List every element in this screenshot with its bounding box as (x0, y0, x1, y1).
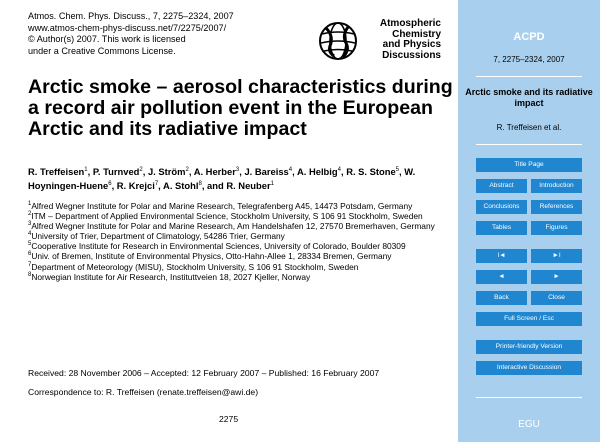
divider (476, 397, 582, 398)
references-button[interactable]: References (531, 200, 582, 214)
affiliation-list (28, 201, 448, 282)
logo-line: and Physics (382, 39, 441, 51)
affiliation: $^4$University of Trier, Department of Climatology, 54286 Trier, Germany (28, 231, 285, 242)
full-screen-button[interactable]: Full Screen / Esc (476, 312, 582, 326)
affiliation: $^6$Univ. of Bremen, Institute of Environmental Physics, Otto-Hahn-Allee 1, 28334 Bremen, Germany (28, 251, 392, 262)
author: J. Bareiss$^4$ (244, 166, 293, 177)
license-line: under a Creative Commons License. (28, 45, 176, 56)
author: W. Hoyningen-Huene$^6$ (28, 166, 416, 191)
logo-line: Chemistry (392, 28, 441, 40)
author: A. Helbig$^4$ (296, 166, 341, 177)
author-list: R. Treffeisen$^1$, P. Turnved$^2$, J. Ström$^2$, A. Herber$^3$, J. Bareiss$^4$, A. Helbig$^4$, R. S. Stone$^5$, W. Hoyningen-Huene$^6$, R. Krejci$^7$, A. Stohl$^8$, and R. Neuber$^1$ (28, 166, 416, 191)
affiliation: $^2$ITM – Department of Applied Environmental Science, Stockholm University, S 106 91 Stockholm, Sweden (28, 211, 423, 222)
journal-logo (318, 19, 440, 67)
author: R. S. Stone$^5$ (346, 166, 400, 177)
affiliation: $^7$Department of Meteorology (MISU), Stockholm University, S 106 91 Stockholm, Sweden (28, 261, 359, 272)
url-line[interactable]: www.atmos-chem-phys-discuss.net/7/2275/2007/ (28, 22, 227, 33)
license-line: © Author(s) 2007. This work is licensed (28, 34, 186, 45)
previous-page-button[interactable]: ◄ (476, 270, 527, 284)
divider (476, 76, 582, 77)
close-button[interactable]: Close (531, 291, 582, 305)
affiliation: $^3$Alfred Wegner Institute for Polar and Marine Research, Am Handelshafen 12, 27570 Bremerhaven, Germany (28, 221, 435, 232)
back-button[interactable]: Back (476, 291, 527, 305)
authors-conjunction: and (207, 179, 224, 191)
author: R. Krejci$^7$ (116, 179, 159, 191)
sidebar-author: R. Treffeisen et al. (496, 123, 562, 132)
affiliation: $^1$Alfred Wegner Institute for Polar and Marine Research, Telegrafenberg A45, 14473 Potsdam, Germany (28, 201, 413, 211)
paper-title: Arctic smoke – aerosol characteristics during a record air pollution event in the European Arctic and its radiative impact (28, 76, 453, 141)
publisher-name: EGU (518, 419, 540, 430)
sidebar (458, 0, 600, 442)
logo-line: Atmospheric (379, 18, 441, 29)
journal-pages: 7, 2275–2324, 2007 (493, 55, 565, 64)
abstract-button[interactable]: Abstract (476, 179, 527, 193)
logo-line: Discussions (382, 50, 441, 62)
journal-name: ACPD (513, 31, 545, 43)
figures-button[interactable]: Figures (531, 221, 582, 235)
author: J. Ström$^2$ (147, 166, 189, 177)
citation-line: Atmos. Chem. Phys. Discuss., 7, 2275–2324, 2007 (28, 11, 234, 21)
divider (476, 144, 582, 145)
author: P. Turnved$^2$ (92, 166, 143, 177)
title-page-button[interactable]: Title Page (476, 158, 582, 172)
citation-header (28, 11, 234, 57)
sidebar-short-title: Arctic smoke and its radiative impact (465, 87, 593, 108)
page-number: 2275 (219, 414, 239, 424)
introduction-button[interactable]: Introduction (531, 179, 582, 193)
author: R. Neuber$^1$ (226, 179, 274, 191)
affiliation: $^5$Cooperative Institute for Research in Environmental Sciences, University of Colorado, Boulder 80309 (28, 241, 406, 252)
last-page-button[interactable]: ►I (531, 249, 582, 263)
author: A. Stohl$^8$ (163, 179, 202, 191)
printer-friendly-button[interactable]: Printer-friendly Version (476, 340, 582, 354)
correspondence: Correspondence to: R. Treffeisen (renate.treffeisen@awi.de) (28, 387, 259, 397)
received-dates: Received: 28 November 2006 – Accepted: 12 February 2007 – Published: 16 February 2007 (28, 368, 380, 378)
interactive-discussion-button[interactable]: Interactive Discussion (476, 361, 582, 375)
globe-icon (318, 21, 358, 61)
tables-button[interactable]: Tables (476, 221, 527, 235)
logo-wordmark (359, 19, 441, 62)
author: A. Herber$^3$ (193, 166, 240, 177)
affiliation: $^8$Norwegian Institute for Air Research, Instituttveien 18, 2027 Kjeller, Norway (28, 271, 311, 282)
next-page-button[interactable]: ► (531, 270, 582, 284)
first-page-button[interactable]: I◄ (476, 249, 527, 263)
author: R. Treffeisen$^1$ (28, 166, 88, 177)
conclusions-button[interactable]: Conclusions (476, 200, 527, 214)
